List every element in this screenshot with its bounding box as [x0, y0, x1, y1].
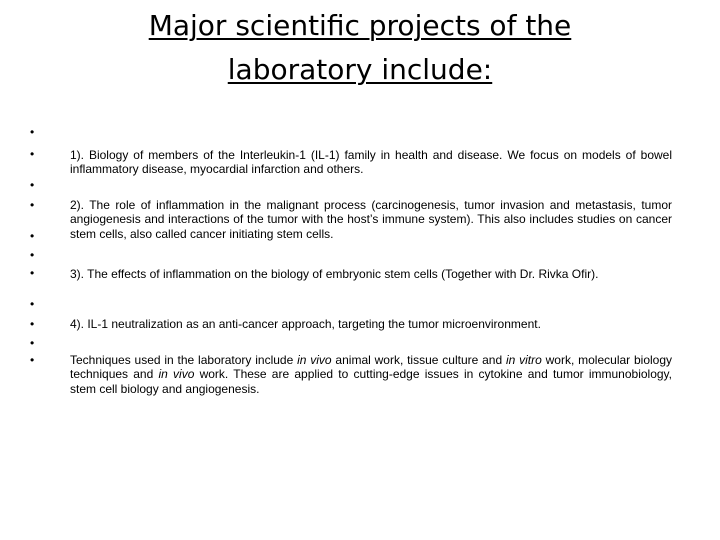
bullet-marker: • [30, 353, 35, 367]
project-item-4: 4). IL-1 neutralization as an anti-cancer approach, targeting the tumor microenvironment. [70, 317, 541, 331]
bullet-marker: • [30, 248, 35, 262]
italic-term: in vitro [505, 353, 542, 367]
italic-term: in vivo [158, 367, 195, 382]
bullet-marker: • [30, 336, 35, 350]
bullet-marker: • [30, 266, 35, 280]
project-item-3: 3). The effects of inflammation on the biology of embryonic stem cells (Together with Dr. Rivka Ofir). [70, 267, 599, 281]
bullet-marker: • [30, 147, 35, 161]
slide-title [60, 4, 660, 92]
project-item-1: 1). Biology of members of the Interleukin-1 (IL-1) family in health and disease. We focus on models of bowel inflammatory disease, myocardial infarction and others. [70, 148, 672, 177]
bullet-marker: • [30, 178, 35, 192]
techniques-paragraph: Techniques used in the laboratory include in vivo animal work, tissue culture and in vitro work, molecular biology techniques and in vivo work. These are applied to cutting-edge issues in cytokine and tumor immunobiology, stem cell biology and angiogenesis. [70, 353, 673, 396]
italic-term: in vivo [297, 353, 332, 367]
project-item-2: 2). The role of inflammation in the malignant process (carcinogenesis, tumor invasion and metastasis, tumor angiogenesis and interactions of the tumor with the host’s immune system). This also includes studies on cancer stem cells, also called cancer initiating stem cells. [70, 198, 672, 241]
bullet-marker: • [30, 125, 35, 139]
title-line-2: laboratory include: [227, 53, 493, 86]
bullet-marker: • [30, 229, 35, 243]
bullet-marker: • [30, 297, 35, 311]
bullet-marker: • [30, 198, 35, 212]
title-line-1: Major scientific projects of the [148, 9, 572, 42]
bullet-marker: • [30, 317, 35, 331]
